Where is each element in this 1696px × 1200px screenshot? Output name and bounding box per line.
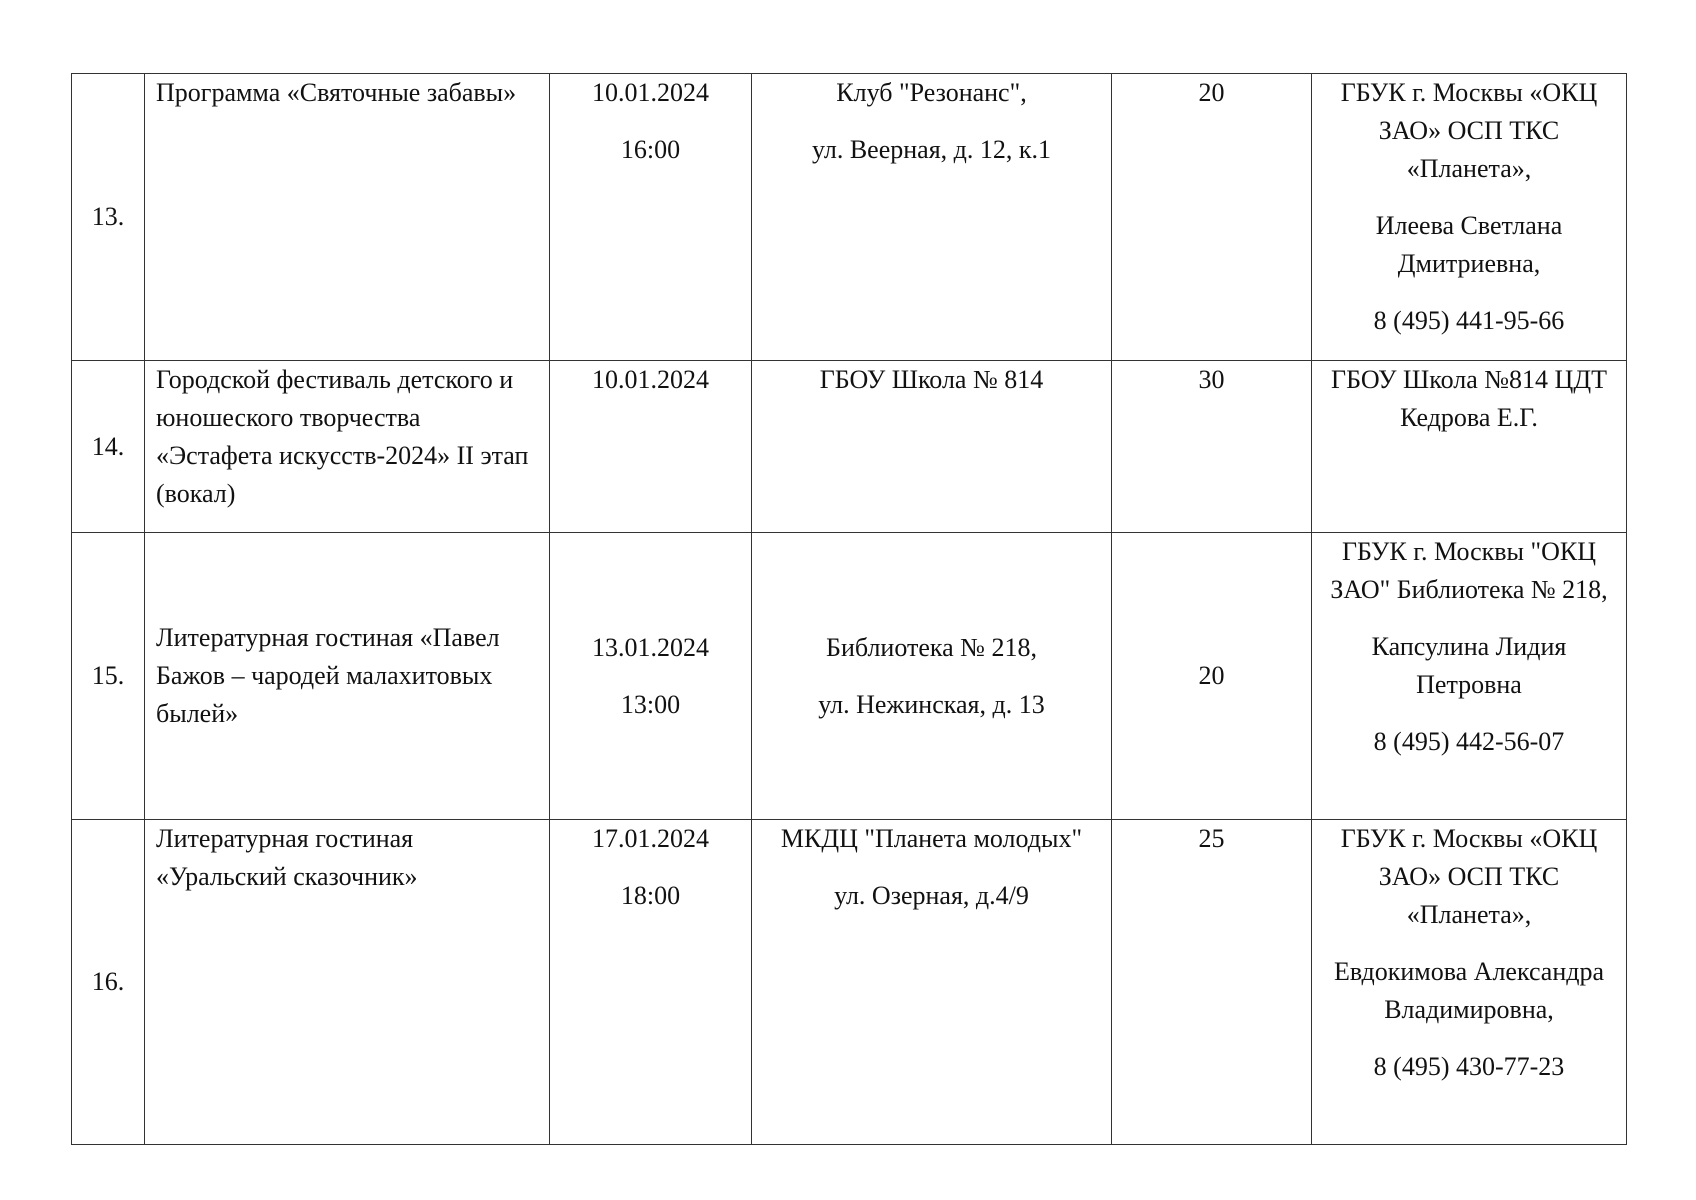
event-name: Литературная гостиная «Павел Бажов – чародей малахитовых былей» xyxy=(145,533,550,820)
place-venue: ГБОУ Школа № 814 xyxy=(819,365,1044,394)
event-place xyxy=(752,533,1112,820)
event-place xyxy=(752,74,1112,361)
event-time: 13:00 xyxy=(620,689,681,719)
place-address: ул. Озерная, д.4/9 xyxy=(834,881,1029,910)
organizer-contact: Евдокимова Александра Владимировна, xyxy=(1333,957,1605,1024)
row-number: 16. xyxy=(72,820,145,1145)
participant-count: 25 xyxy=(1112,820,1312,1145)
event-date: 13.01.2024 xyxy=(592,632,709,662)
event-datetime xyxy=(550,820,752,1145)
place-address: ул. Нежинская, д. 13 xyxy=(818,689,1045,719)
participant-count: 20 xyxy=(1112,74,1312,361)
organizer-name: ГБУК г. Москвы «ОКЦ ЗАО» ОСП ТКС «Планета», xyxy=(1340,78,1598,183)
organizer-name: ГБУК г. Москвы "ОКЦ ЗАО" Библиотека № 218, xyxy=(1330,537,1608,604)
participant-count: 20 xyxy=(1112,533,1312,820)
event-date: 10.01.2024 xyxy=(592,78,709,107)
organizer xyxy=(1312,820,1627,1145)
place-venue: МКДЦ "Планета молодых" xyxy=(780,824,1083,853)
event-time: 16:00 xyxy=(620,135,681,164)
event-name: Городской фестиваль детского и юношеского творчества «Эстафета искусств-2024» II этап (вокал) xyxy=(145,361,550,533)
organizer xyxy=(1312,533,1627,820)
event-datetime xyxy=(550,361,752,533)
table-row xyxy=(72,74,1627,361)
event-datetime xyxy=(550,533,752,820)
organizer-phone: 8 (495) 441-95-66 xyxy=(1373,306,1565,335)
row-number: 14. xyxy=(72,361,145,533)
row-number: 15. xyxy=(72,533,145,820)
organizer-contact: Капсулина Лидия Петровна xyxy=(1371,632,1567,699)
event-date: 10.01.2024 xyxy=(592,365,709,394)
event-place xyxy=(752,820,1112,1145)
place-venue: Клуб "Резонанс", xyxy=(836,78,1027,107)
organizer xyxy=(1312,361,1627,533)
organizer-phone: 8 (495) 442-56-07 xyxy=(1373,727,1565,756)
table-row xyxy=(72,533,1627,820)
organizer xyxy=(1312,74,1627,361)
organizer-name: ГБОУ Школа №814 ЦДТ Кедрова Е.Г. xyxy=(1331,365,1607,432)
organizer-contact: Илеева Светлана Дмитриевна, xyxy=(1375,211,1563,278)
event-time: 18:00 xyxy=(620,881,681,910)
organizer-name: ГБУК г. Москвы «ОКЦ ЗАО» ОСП ТКС «Планета», xyxy=(1340,824,1598,929)
event-date: 17.01.2024 xyxy=(592,824,709,853)
place-address: ул. Веерная, д. 12, к.1 xyxy=(811,135,1052,164)
event-datetime xyxy=(550,74,752,361)
event-name: Программа «Святочные забавы» xyxy=(145,74,550,361)
event-place xyxy=(752,361,1112,533)
events-table xyxy=(71,73,1627,1145)
participant-count: 30 xyxy=(1112,361,1312,533)
place-venue: Библиотека № 218, xyxy=(826,632,1037,662)
row-number: 13. xyxy=(72,74,145,361)
table-row xyxy=(72,361,1627,533)
table-row xyxy=(72,820,1627,1145)
organizer-phone: 8 (495) 430-77-23 xyxy=(1373,1052,1565,1081)
event-name: Литературная гостиная «Уральский сказочник» xyxy=(145,820,550,1145)
